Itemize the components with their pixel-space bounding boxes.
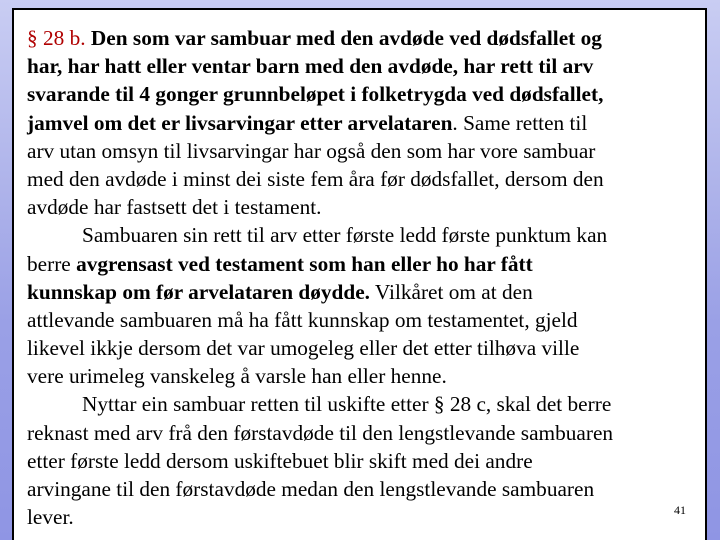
para1-line3: svarande til 4 gonger grunnbeløpet i folketrygda ved dødsfallet, (27, 82, 604, 107)
slide-frame (12, 8, 707, 540)
section-reference: § 28 b. (27, 26, 86, 50)
page-number: 41 (674, 503, 686, 517)
para1-line7: avdøde har fastsett det i testament. (27, 195, 322, 220)
para2-line1-text: Sambuaren sin rett til arv etter første ledd første punktum kan (82, 223, 608, 248)
para2-line4: attlevande sambuaren må ha fått kunnskap om testamentet, gjeld (27, 307, 578, 332)
para1-line4-bold: jamvel om det er livsarvingar etter arvelataren (27, 110, 453, 135)
para3-line3: etter første ledd dersom uskiftebuet blir skift med dei andre (27, 448, 533, 473)
para2-line3-normal: Vilkåret om at den (369, 279, 533, 304)
para2-line3 (27, 278, 707, 306)
para1-line1-bold: Den som var sambuar med den avdøde ved dødsfallet og (85, 26, 602, 50)
para1-line6: med den avdøde i minst dei siste fem åra før dødsfallet, dersom den (27, 166, 604, 191)
para2-line3-bold: kunnskap om før arvelataren døydde. (27, 279, 370, 304)
para2-line5: likevel ikkje dersom det var umogeleg eller det etter tilhøva ville (27, 336, 580, 361)
para3-line2: reknast med arv frå den førstavdøde til den lengstlevande sambuaren (27, 420, 614, 445)
slide-text-body (27, 24, 707, 531)
para2-line2-normal: berre (27, 251, 77, 276)
para1-line5: arv utan omsyn til livsarvingar har også den som har vore sambuar (27, 138, 596, 163)
para1-line2: har, har hatt eller ventar barn med den avdøde, har rett til arv (27, 54, 594, 79)
para3-line5: lever. (27, 505, 74, 530)
para2-line2-bold: avgrensast ved testament som han eller ho har fått (76, 251, 533, 276)
para1-line1 (27, 24, 707, 52)
para2-line1 (27, 221, 707, 249)
para2-line2 (27, 250, 707, 278)
para3-line1 (27, 390, 707, 418)
para3-line4: arvingane til den førstavdøde medan den lengstlevande sambuaren (27, 477, 595, 501)
para1-line4 (27, 109, 707, 137)
para2-line6: vere urimeleg vanskeleg å varsle han eller henne. (27, 364, 447, 389)
para3-line1-text: Nyttar ein sambuar retten til uskifte etter § 28 c, skal det berre (82, 392, 612, 417)
para1-line4-normal: . Same retten til (452, 110, 588, 135)
